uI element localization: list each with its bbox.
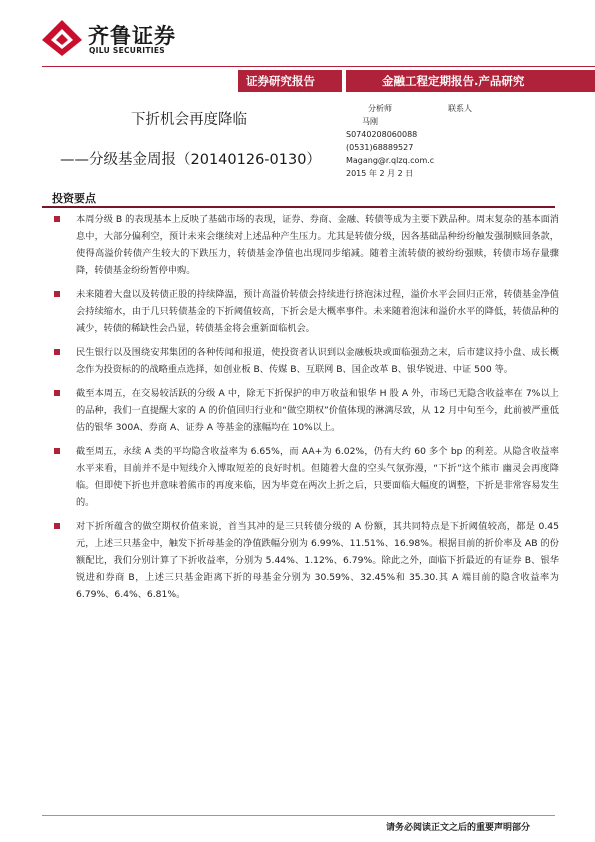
- bullet-square-icon: [54, 523, 60, 529]
- list-item: [54, 443, 559, 511]
- report-title: 下折机会再度降临: [131, 112, 247, 128]
- analyst-label: 分析师: [368, 104, 392, 113]
- list-item: [54, 518, 559, 603]
- report-type-label: 证券研究报告: [246, 74, 315, 88]
- bullet-text: 对下折所蕴含的做空期权价值来说，首当其冲的是三只转债分级的 A 份额，其共同特点是下折阈值较高，都是 0.45 元，上述三只基金中，触发下折母基金的净值跌幅分别为 6.99%、11.51%、16.98%。根据目前的折价率及 AB 的份额配比，我们分别计算了下折收益率，分别为 5.44%、1.12%、6.79%。除此之外，面临下折最近的有证券 B、银华锐进和券商 B，上述三只基金距离下折的母基金分别为 30.59%、32.45%和 35.30.其 A 端目前的隐含收益率为 6.79%、6.4%、6.81%。: [76, 521, 559, 600]
- bullet-square-icon: [54, 390, 60, 396]
- key-points-heading: 投资要点: [52, 192, 96, 205]
- bullet-square-icon: [54, 448, 60, 454]
- footer-rule: [42, 815, 555, 816]
- qilu-logo-icon: [42, 20, 82, 56]
- report-subtitle: ——分级基金周报（20140126-0130）: [60, 152, 321, 168]
- report-category-label: 金融工程定期报告.产品研究: [382, 74, 525, 88]
- contact-label: 联系人: [448, 104, 472, 113]
- bullet-text: 民生银行以及围绕安邦集团的各种传闻和报道，使投资者认识到以金融板块或面临强劲之末，后市建议持小盘、成长概念作为投资标的的战略重点选择，如创业板 B、传媒 B、互联网 B、国企改革 B、银华锐进、中证 500 等。: [76, 347, 559, 375]
- disclaimer-note: 请务必阅读正文之后的重要声明部分: [386, 823, 531, 833]
- analyst-cert: S0740208060088: [346, 130, 418, 139]
- key-points-list: [54, 211, 559, 610]
- logo-english-name: QILU SECURITIES: [89, 46, 165, 55]
- list-item: [54, 344, 559, 378]
- bullet-text: 截至周五，永续 A 类的平均隐含收益率为 6.65%，而 AA+为 6.02%，仍有大约 60 多个 bp 的利差。从隐含收益率水平来看，目前并不是中短线介入博取短差的良好时机。但随着大盘的空头气氛弥漫，“下折”这个熊市 幽灵会再度降临。但即使下折也并意味着熊市的再度来临，因为毕竟在两次上折之后，只要面临大幅度的调整，下折是非常容易发生的。: [76, 446, 559, 508]
- logo-chinese-name: 齐鲁证券: [88, 24, 176, 48]
- bullet-square-icon: [54, 216, 60, 222]
- bullet-text: 未来随着大盘以及转债正股的持续降温，预计高溢价转债会持续进行挤泡沫过程，溢价水平会回归正常，转债基金净值会持续缩水，由于几只转债基金的下折阈值较高，下折会是大概率事件。未来随着泡沫和溢价水平的降低，转债品种的减少，转债的稀缺性会凸显，转债基金将会重新面临机会。: [76, 289, 559, 334]
- company-logo: [42, 18, 202, 58]
- list-item: [54, 211, 559, 279]
- analyst-email[interactable]: Magang@r.qlzq.com.c: [346, 156, 435, 165]
- list-item: [54, 286, 559, 337]
- bullet-text: 截至本周五，在交易较活跃的分级 A 中，除无下折保护的申万收益和银华 H 股 A 外，市场已无隐含收益率在 7%以上的品种，我们一直提醒大家的 A 的价值回归行业和“做空期权”价值体现的淋漓尽致，从 12 月中旬至今，此前被严重低估的银华 300A、券商 A、证券 A 等基金的涨幅均在 10%以上。: [76, 388, 559, 433]
- analyst-name: 马刚: [362, 117, 378, 126]
- banner-rule: [42, 66, 595, 67]
- bullet-square-icon: [54, 291, 60, 297]
- bullet-text: 本周分级 B 的表现基本上反映了基础市场的表现，证券、券商、金融、转债等成为主要下跌品种。周末复杂的基本面消息中，大部分偏利空，预计未来会继续对上述品种产生压力。尤其是转债分级，因各基础品种纷纷触发强制赎回条款，使得高溢价转债产生较大的下跌压力，转债基金净值也出现同步缩减。随着主流转债的被纷纷强赎，转债市场存量骤降，转债基金纷纷暂停申购。: [76, 214, 559, 276]
- analyst-phone: (0531)68889527: [346, 143, 414, 152]
- key-points-rule: [42, 206, 555, 208]
- bullet-square-icon: [54, 349, 60, 355]
- report-date: 2015 年 2 月 2 日: [346, 169, 414, 178]
- analyst-info: [346, 102, 472, 180]
- list-item: [54, 385, 559, 436]
